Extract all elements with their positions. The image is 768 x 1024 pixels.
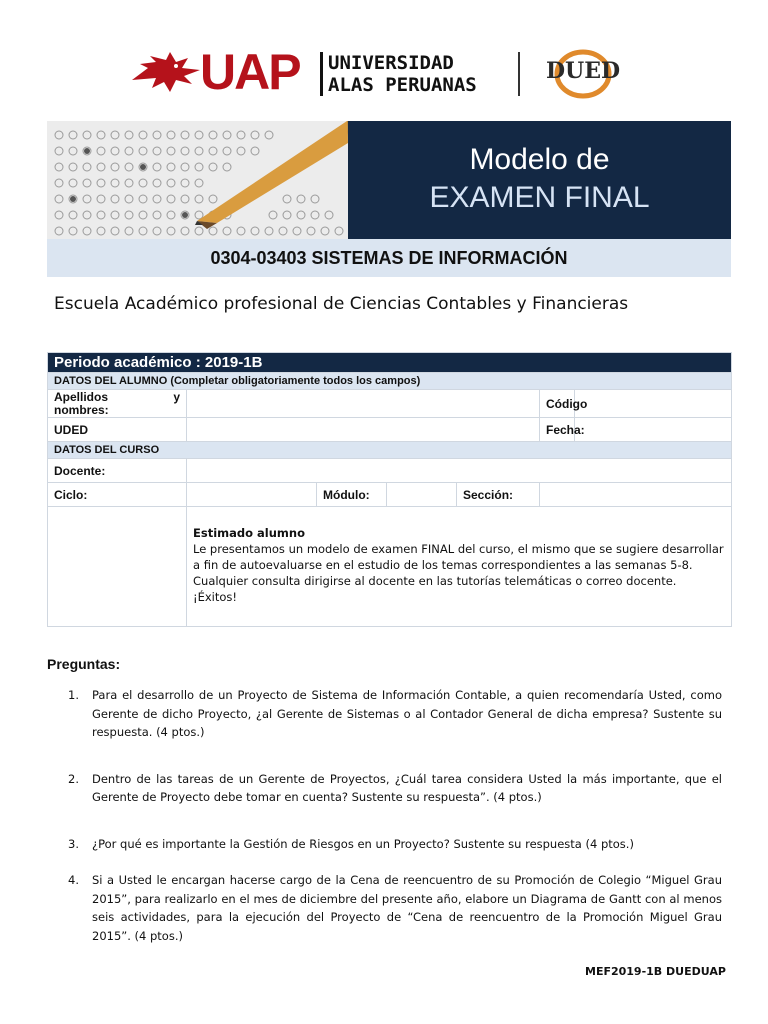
student-data-header: DATOS DEL ALUMNO (Completar obligatoriamente todos los campos)	[48, 373, 732, 390]
seccion-field[interactable]	[540, 483, 732, 507]
questions-list	[68, 686, 722, 945]
student-message	[187, 507, 732, 627]
logo-divider-2	[518, 52, 520, 96]
uded-label: UDED	[48, 418, 187, 442]
university-name	[328, 52, 477, 96]
academic-period: Periodo académico : 2019-1B	[48, 353, 732, 373]
message-line4: ¡Éxitos!	[193, 590, 238, 604]
codigo-field[interactable]	[575, 390, 732, 418]
message-line3: Cualquier consulta dirigirse al docente en las tutorías telemáticas o correo docente.	[193, 574, 677, 588]
message-greeting: Estimado alumno	[193, 526, 305, 540]
question-number: 2.	[68, 771, 79, 786]
question-item	[68, 871, 722, 945]
exam-banner	[47, 121, 731, 239]
university-name-line2: ALAS PERUANAS	[328, 74, 477, 96]
docente-field[interactable]	[187, 459, 732, 483]
question-text: Dentro de las tareas de un Gerente de Proyectos, ¿Cuál tarea considera Usted la más importante, que el Gerente de Proyecto debe tomar en cuenta? Sustente su respuesta”. (4 ptos.)	[92, 771, 722, 804]
course-title: 0304-03403 SISTEMAS DE INFORMACIÓN	[47, 239, 731, 277]
ciclo-field[interactable]	[187, 483, 317, 507]
eagle-logo-icon	[130, 50, 202, 94]
dued-logo-text: DUED	[545, 58, 621, 84]
fecha-field[interactable]	[575, 418, 732, 442]
fecha-label: Fecha:	[540, 418, 575, 442]
university-name-line1: UNIVERSIDAD	[328, 52, 454, 74]
seccion-label: Sección:	[457, 483, 540, 507]
footer-code: MEF2019-1B DUEDUAP	[585, 965, 726, 978]
school-name: Escuela Académico profesional de Ciencias Contables y Financieras	[54, 294, 629, 314]
question-item	[68, 835, 722, 854]
uap-wordmark: UAP	[200, 44, 300, 100]
message-left-cell	[48, 507, 187, 627]
question-item	[68, 770, 722, 807]
message-line1: Le presentamos un modelo de examen FINAL del curso, el mismo que se sugiere desarrollar	[193, 542, 724, 556]
questions-title: Preguntas:	[47, 656, 121, 672]
student-data-form	[47, 352, 731, 627]
question-text: Si a Usted le encargan hacerse cargo de la Cena de reencuentro de su Promoción de Colegio “Miguel Grau 2015”, para realizarlo en el mes de diciembre del presente año, elabore un Diagrama de Gantt con al menos seis actividades, para la ejecución del Proyecto de “Cena de reencuentro de la Promoción Miguel Grau 2015”. (4 ptos.)	[92, 873, 722, 943]
question-text: ¿Por qué es importante la Gestión de Riesgos en un Proyecto? Sustente su respuesta (4 ptos.)	[92, 836, 634, 851]
modulo-field[interactable]	[387, 483, 457, 507]
question-text: Para el desarrollo de un Proyecto de Sistema de Información Contable, a quien recomendaría Usted, como Gerente de dicho Proyecto, ¿al Gerente de Sistemas o al Contador General de dicha empresa? Sustente su respuesta. (4 ptos.)	[92, 688, 722, 739]
logo-divider	[320, 52, 323, 96]
apellidos-label-y: y	[173, 389, 180, 404]
exam-title-line2: EXAMEN FINAL	[429, 181, 650, 214]
modulo-label: Módulo:	[317, 483, 387, 507]
ciclo-label: Ciclo:	[48, 483, 187, 507]
exam-title-line1: Modelo de	[469, 143, 610, 176]
header-logos	[130, 44, 640, 104]
exam-title-box	[348, 121, 731, 239]
question-number: 1.	[68, 688, 79, 702]
apellidos-label	[48, 390, 187, 418]
docente-label: Docente:	[48, 459, 187, 483]
apellidos-label-2: nombres:	[54, 402, 109, 417]
answer-sheet-image	[47, 121, 348, 239]
apellidos-label-1: Apellidos	[54, 389, 109, 404]
uded-field[interactable]	[187, 418, 540, 442]
question-number: 3.	[68, 836, 79, 851]
apellidos-field[interactable]	[187, 390, 540, 418]
message-line2: a fin de autoevaluarse en el estudio de los temas correspondientes a las semanas 5-8.	[193, 558, 693, 572]
codigo-label: Código	[540, 390, 575, 418]
answer-sheet-photo	[47, 121, 348, 239]
course-data-header: DATOS DEL CURSO	[48, 442, 732, 459]
question-item	[68, 686, 722, 742]
question-number: 4.	[68, 873, 79, 887]
